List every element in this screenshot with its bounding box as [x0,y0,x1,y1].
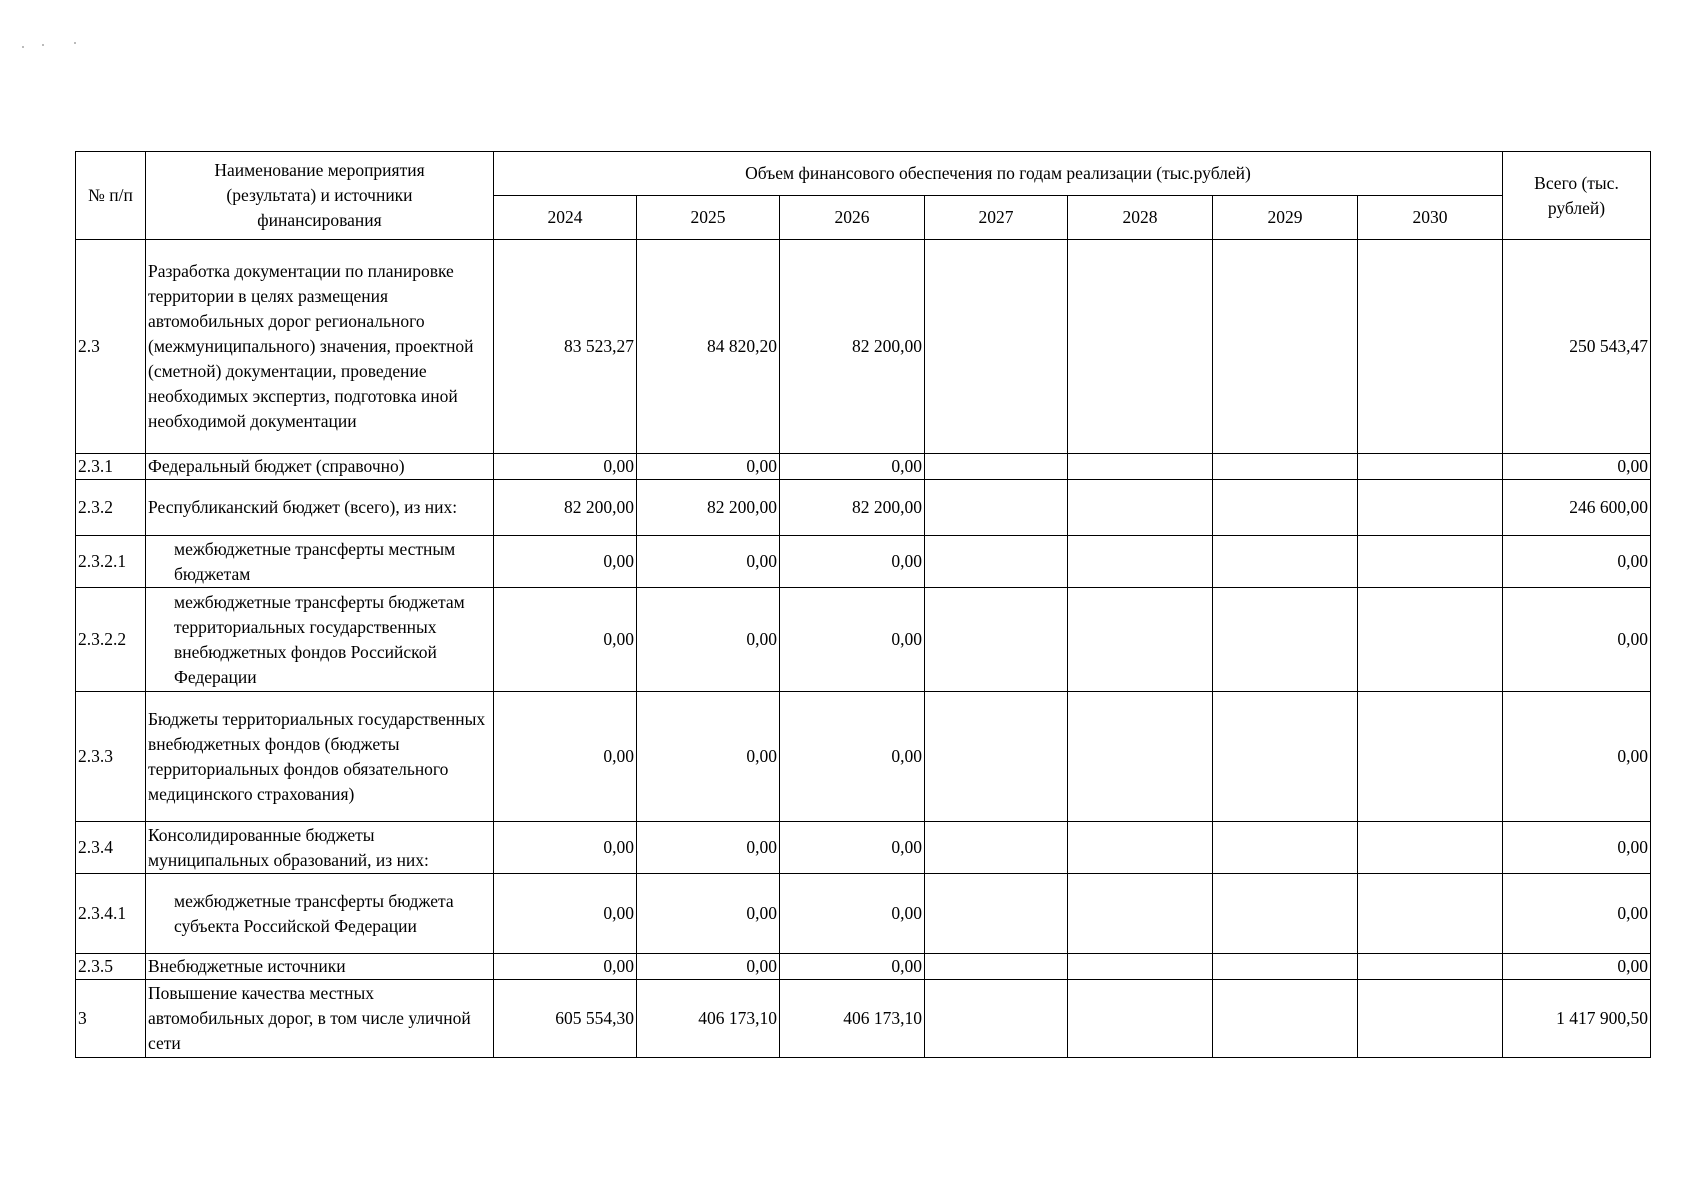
table-row [76,822,1651,874]
cell-2029 [1213,980,1358,1058]
cell-2024: 0,00 [494,692,637,822]
cell-2029 [1213,692,1358,822]
cell-2024: 82 200,00 [494,480,637,536]
cell-2024: 0,00 [494,588,637,692]
cell-2030 [1358,480,1503,536]
header-year-2024: 2024 [494,196,637,240]
cell-2029 [1213,480,1358,536]
cell-2024: 83 523,27 [494,240,637,454]
cell-2027 [925,954,1068,980]
cell-total: 250 543,47 [1503,240,1651,454]
cell-2024: 0,00 [494,536,637,588]
cell-2026: 406 173,10 [780,980,925,1058]
header-year-2027: 2027 [925,196,1068,240]
cell-2025: 0,00 [637,874,780,954]
cell-2028 [1068,454,1213,480]
table-row [76,240,1651,454]
table-row [76,588,1651,692]
cell-2026: 0,00 [780,692,925,822]
scan-specks [22,42,82,48]
header-name: Наименование мероприятия (результата) и источники финансирования [146,152,494,240]
row-code: 2.3.2.2 [76,588,146,692]
cell-total: 0,00 [1503,588,1651,692]
header-year-2025: 2025 [637,196,780,240]
table-row [76,874,1651,954]
cell-2028 [1068,980,1213,1058]
table-row [76,480,1651,536]
cell-2028 [1068,822,1213,874]
row-code: 2.3.2 [76,480,146,536]
cell-2027 [925,874,1068,954]
cell-2026: 82 200,00 [780,240,925,454]
cell-2025: 0,00 [637,822,780,874]
cell-2025: 0,00 [637,454,780,480]
cell-total: 0,00 [1503,536,1651,588]
row-code: 2.3.4.1 [76,874,146,954]
cell-2029 [1213,822,1358,874]
cell-2028 [1068,536,1213,588]
cell-2030 [1358,822,1503,874]
row-name: Федеральный бюджет (справочно) [146,454,494,480]
row-code: 3 [76,980,146,1058]
cell-2028 [1068,692,1213,822]
row-name: Повышение качества местных автомобильных дорог, в том числе уличной сети [146,980,494,1058]
cell-2026: 0,00 [780,588,925,692]
cell-2027 [925,454,1068,480]
cell-2028 [1068,240,1213,454]
row-code: 2.3.3 [76,692,146,822]
cell-total: 0,00 [1503,454,1651,480]
header-year-2030: 2030 [1358,196,1503,240]
cell-2025: 0,00 [637,692,780,822]
cell-2027 [925,980,1068,1058]
funding-table [75,151,1651,1058]
cell-2029 [1213,454,1358,480]
table-row [76,536,1651,588]
cell-2024: 0,00 [494,822,637,874]
cell-2027 [925,536,1068,588]
cell-2024: 605 554,30 [494,980,637,1058]
row-name: Внебюджетные источники [146,954,494,980]
cell-2028 [1068,480,1213,536]
row-name: межбюджетные трансферты местным бюджетам [146,536,494,588]
header-total: Всего (тыс. рублей) [1503,152,1651,240]
header-year-2029: 2029 [1213,196,1358,240]
cell-total: 0,00 [1503,822,1651,874]
cell-2027 [925,240,1068,454]
header-num: № п/п [76,152,146,240]
cell-2026: 0,00 [780,454,925,480]
cell-total: 0,00 [1503,954,1651,980]
cell-2030 [1358,454,1503,480]
header-year-2028: 2028 [1068,196,1213,240]
row-name: Разработка документации по планировке территории в целях размещения автомобильных дорог регионального (межмуниципального) значения, проектной (сметной) документации, проведение необходимых экспертиз, подготовка иной необходимой документации [146,240,494,454]
cell-2026: 0,00 [780,536,925,588]
cell-2025: 82 200,00 [637,480,780,536]
cell-total: 1 417 900,50 [1503,980,1651,1058]
cell-2030 [1358,240,1503,454]
row-code: 2.3.4 [76,822,146,874]
header-year-2026: 2026 [780,196,925,240]
table-row [76,980,1651,1058]
cell-2030 [1358,536,1503,588]
cell-2024: 0,00 [494,454,637,480]
cell-2027 [925,588,1068,692]
table-row [76,454,1651,480]
cell-2028 [1068,874,1213,954]
table-row [76,954,1651,980]
cell-2030 [1358,692,1503,822]
cell-2025: 0,00 [637,954,780,980]
cell-2027 [925,692,1068,822]
cell-2025: 0,00 [637,588,780,692]
cell-2025: 84 820,20 [637,240,780,454]
cell-2029 [1213,240,1358,454]
header-volume: Объем финансового обеспечения по годам реализации (тыс.рублей) [494,152,1503,196]
cell-2030 [1358,588,1503,692]
cell-2029 [1213,954,1358,980]
row-name: Бюджеты территориальных государственных внебюджетных фондов (бюджеты территориальных фондов обязательного медицинского страхования) [146,692,494,822]
row-name: Консолидированные бюджеты муниципальных образований, из них: [146,822,494,874]
cell-2028 [1068,954,1213,980]
cell-2029 [1213,588,1358,692]
cell-2026: 0,00 [780,954,925,980]
cell-2029 [1213,874,1358,954]
cell-2025: 0,00 [637,536,780,588]
row-name: межбюджетные трансферты бюджета субъекта Российской Федерации [146,874,494,954]
cell-2027 [925,822,1068,874]
cell-2028 [1068,588,1213,692]
cell-total: 0,00 [1503,692,1651,822]
row-code: 2.3.1 [76,454,146,480]
row-code: 2.3.5 [76,954,146,980]
cell-2025: 406 173,10 [637,980,780,1058]
table-row [76,692,1651,822]
cell-2030 [1358,874,1503,954]
cell-2030 [1358,954,1503,980]
cell-2026: 0,00 [780,822,925,874]
row-name: межбюджетные трансферты бюджетам территориальных государственных внебюджетных фондов Российской Федерации [146,588,494,692]
cell-2026: 0,00 [780,874,925,954]
cell-2027 [925,480,1068,536]
cell-2024: 0,00 [494,874,637,954]
row-code: 2.3 [76,240,146,454]
cell-total: 0,00 [1503,874,1651,954]
cell-total: 246 600,00 [1503,480,1651,536]
cell-2026: 82 200,00 [780,480,925,536]
cell-2024: 0,00 [494,954,637,980]
cell-2030 [1358,980,1503,1058]
cell-2029 [1213,536,1358,588]
row-code: 2.3.2.1 [76,536,146,588]
row-name: Республиканский бюджет (всего), из них: [146,480,494,536]
